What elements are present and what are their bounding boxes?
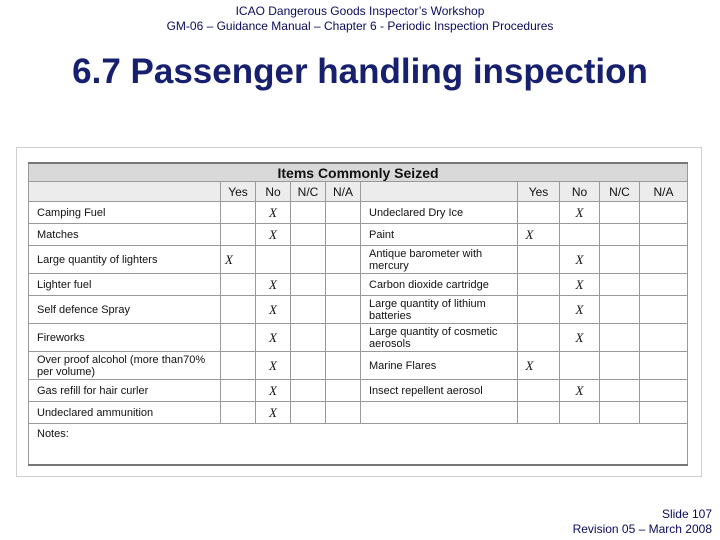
mark-yes-right: X bbox=[518, 224, 560, 246]
mark-nc-right bbox=[600, 352, 640, 380]
mark-no-left: X bbox=[256, 296, 291, 324]
mark-yes-right bbox=[518, 246, 560, 274]
mark-no-right: X bbox=[560, 202, 600, 224]
mark-yes-right bbox=[518, 296, 560, 324]
mark-na-right bbox=[640, 246, 688, 274]
table-row bbox=[29, 224, 688, 246]
mark-yes-right bbox=[518, 274, 560, 296]
mark-nc-left bbox=[291, 324, 326, 352]
mark-nc-left bbox=[291, 296, 326, 324]
mark-nc-left bbox=[291, 246, 326, 274]
table-row bbox=[29, 324, 688, 352]
mark-nc-right bbox=[600, 296, 640, 324]
mark-na-left bbox=[326, 402, 361, 424]
notes-label: Notes: bbox=[29, 424, 688, 466]
table-row bbox=[29, 402, 688, 424]
item-name-left: Lighter fuel bbox=[29, 274, 221, 296]
mark-yes-left bbox=[221, 274, 256, 296]
mark-nc-left bbox=[291, 402, 326, 424]
manual-chapter-title: GM-06 – Guidance Manual – Chapter 6 - Periodic Inspection Procedures bbox=[166, 19, 554, 33]
mark-nc-right bbox=[600, 324, 640, 352]
mark-yes-left bbox=[221, 352, 256, 380]
mark-nc-right bbox=[600, 402, 640, 424]
item-name-left: Matches bbox=[29, 224, 221, 246]
header-yes-left: Yes bbox=[221, 182, 256, 202]
mark-nc-right bbox=[600, 202, 640, 224]
mark-na-right bbox=[640, 324, 688, 352]
mark-na-left bbox=[326, 274, 361, 296]
mark-yes-left: X bbox=[221, 246, 256, 274]
header-na-left: N/A bbox=[326, 182, 361, 202]
mark-nc-left bbox=[291, 352, 326, 380]
header-yes-right: Yes bbox=[518, 182, 560, 202]
item-name-right: Carbon dioxide cartridge bbox=[361, 274, 518, 296]
mark-yes-left bbox=[221, 296, 256, 324]
item-name-right: Marine Flares bbox=[361, 352, 518, 380]
mark-na-right bbox=[640, 402, 688, 424]
mark-yes-left bbox=[221, 224, 256, 246]
mark-no-right: X bbox=[560, 246, 600, 274]
table-row bbox=[29, 246, 688, 274]
item-name-left: Camping Fuel bbox=[29, 202, 221, 224]
items-seized-table bbox=[28, 162, 688, 466]
mark-no-left: X bbox=[256, 324, 291, 352]
mark-nc-left bbox=[291, 202, 326, 224]
mark-no-left: X bbox=[256, 274, 291, 296]
mark-no-left: X bbox=[256, 202, 291, 224]
mark-yes-right bbox=[518, 324, 560, 352]
mark-yes-right: X bbox=[518, 352, 560, 380]
header-na-right: N/A bbox=[640, 182, 688, 202]
header-no-right: No bbox=[560, 182, 600, 202]
mark-yes-right bbox=[518, 402, 560, 424]
revision-date: Revision 05 – March 2008 bbox=[572, 522, 712, 536]
mark-na-left bbox=[326, 224, 361, 246]
item-name-left: Large quantity of lighters bbox=[29, 246, 221, 274]
item-name-right: Antique barometer with mercury bbox=[361, 246, 518, 274]
mark-yes-left bbox=[221, 324, 256, 352]
mark-no-right bbox=[560, 224, 600, 246]
mark-na-left bbox=[326, 246, 361, 274]
mark-nc-left bbox=[291, 274, 326, 296]
table-caption: Items Commonly Seized bbox=[29, 163, 688, 182]
mark-no-left bbox=[256, 246, 291, 274]
item-name-right: Large quantity of cosmetic aerosols bbox=[361, 324, 518, 352]
workshop-title: ICAO Dangerous Goods Inspector’s Workshop bbox=[235, 4, 485, 18]
mark-no-right: X bbox=[560, 380, 600, 402]
mark-yes-left bbox=[221, 202, 256, 224]
mark-no-right: X bbox=[560, 296, 600, 324]
table-caption-row bbox=[29, 163, 688, 182]
item-name-right: Paint bbox=[361, 224, 518, 246]
header-nc-left: N/C bbox=[291, 182, 326, 202]
header-nc-right: N/C bbox=[600, 182, 640, 202]
mark-nc-left bbox=[291, 380, 326, 402]
mark-na-right bbox=[640, 202, 688, 224]
mark-na-right bbox=[640, 274, 688, 296]
mark-no-left: X bbox=[256, 352, 291, 380]
mark-na-left bbox=[326, 296, 361, 324]
mark-yes-right bbox=[518, 202, 560, 224]
mark-no-right bbox=[560, 352, 600, 380]
header-no-left: No bbox=[256, 182, 291, 202]
item-name-right: Undeclared Dry Ice bbox=[361, 202, 518, 224]
notes-row bbox=[29, 424, 688, 466]
mark-nc-right bbox=[600, 246, 640, 274]
mark-nc-right bbox=[600, 224, 640, 246]
table-row bbox=[29, 274, 688, 296]
table-header-row bbox=[29, 182, 688, 202]
header-item-left bbox=[29, 182, 221, 202]
mark-na-left bbox=[326, 202, 361, 224]
item-name-right: Large quantity of lithium batteries bbox=[361, 296, 518, 324]
mark-no-left: X bbox=[256, 402, 291, 424]
mark-na-right bbox=[640, 352, 688, 380]
table-row bbox=[29, 296, 688, 324]
mark-nc-right bbox=[600, 274, 640, 296]
item-name-left: Over proof alcohol (more than70% per volume) bbox=[29, 352, 221, 380]
mark-na-left bbox=[326, 352, 361, 380]
mark-na-right bbox=[640, 296, 688, 324]
mark-na-right bbox=[640, 380, 688, 402]
slide-title: 6.7 Passenger handling inspection bbox=[72, 52, 648, 91]
item-name-right: Insect repellent aerosol bbox=[361, 380, 518, 402]
mark-no-right bbox=[560, 402, 600, 424]
header-item-right bbox=[361, 182, 518, 202]
item-name-left: Fireworks bbox=[29, 324, 221, 352]
slide-number: Slide 107 bbox=[661, 507, 712, 521]
table-row bbox=[29, 380, 688, 402]
mark-no-left: X bbox=[256, 224, 291, 246]
item-name-left: Self defence Spray bbox=[29, 296, 221, 324]
item-name-left: Undeclared ammunition bbox=[29, 402, 221, 424]
mark-nc-left bbox=[291, 224, 326, 246]
mark-na-left bbox=[326, 380, 361, 402]
mark-yes-left bbox=[221, 402, 256, 424]
mark-no-right: X bbox=[560, 274, 600, 296]
mark-na-left bbox=[326, 324, 361, 352]
mark-no-left: X bbox=[256, 380, 291, 402]
mark-no-right: X bbox=[560, 324, 600, 352]
table-row bbox=[29, 352, 688, 380]
mark-na-right bbox=[640, 224, 688, 246]
item-name-left: Gas refill for hair curler bbox=[29, 380, 221, 402]
table-body bbox=[29, 163, 688, 465]
mark-nc-right bbox=[600, 380, 640, 402]
item-name-right bbox=[361, 402, 518, 424]
mark-yes-left bbox=[221, 380, 256, 402]
mark-yes-right bbox=[518, 380, 560, 402]
table-row bbox=[29, 202, 688, 224]
